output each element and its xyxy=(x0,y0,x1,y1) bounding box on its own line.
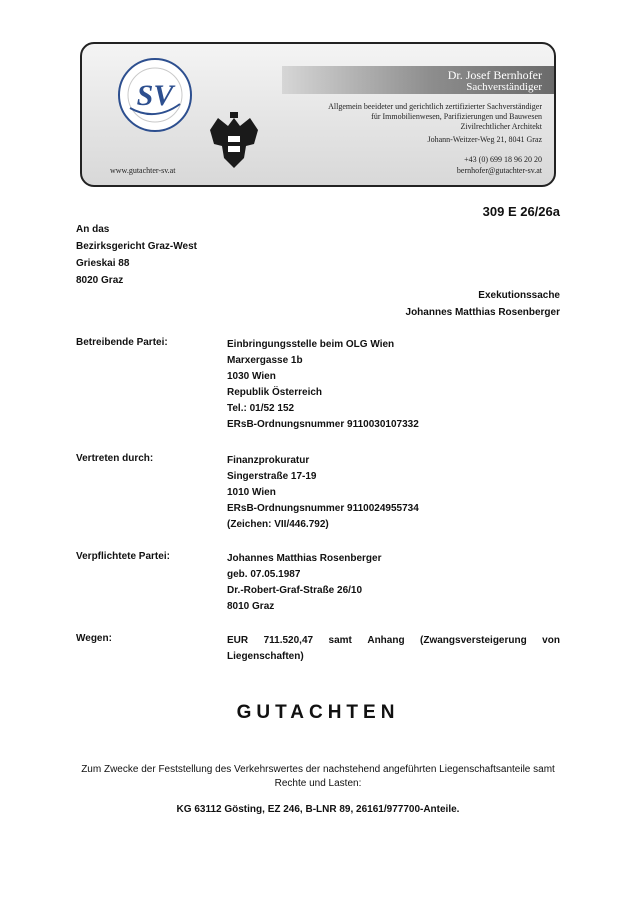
party-line: 1010 Wien xyxy=(227,487,276,498)
wegen-word: Anhang xyxy=(367,635,405,646)
expert-contact xyxy=(457,154,542,176)
letterhead xyxy=(80,42,556,187)
party-details xyxy=(227,453,419,533)
desc-line: Zivilrechtlicher Architekt xyxy=(460,122,542,131)
wegen-line xyxy=(227,633,560,649)
sv-logo xyxy=(118,58,192,132)
party-line: Tel.: 01/52 152 xyxy=(227,403,295,414)
case-reference: 309 E 26/26a xyxy=(482,204,560,219)
party-line: ERsB-Ordnungsnummer 9110030107332 xyxy=(227,419,419,430)
property-line: KG 63112 Gösting, EZ 246, B-LNR 89, 26161/977700-Anteile. xyxy=(176,804,460,815)
vertreten-durch xyxy=(76,453,560,533)
wegen-word: EUR xyxy=(227,635,249,646)
recipient-line: 8020 Graz xyxy=(76,275,124,286)
eagle-emblem-icon xyxy=(206,110,262,174)
expert-address: Johann-Weitzer-Weg 21, 8041 Graz xyxy=(427,135,542,144)
party-line: Finanzprokuratur xyxy=(227,455,310,466)
desc-line: Allgemein beeideter und gerichtlich zertifizierter Sachverständiger xyxy=(328,102,542,111)
party-line: geb. 07.05.1987 xyxy=(227,569,301,580)
recipient-address xyxy=(76,221,197,289)
party-line: Marxergasse 1b xyxy=(227,355,303,366)
party-line: Singerstraße 17-19 xyxy=(227,471,317,482)
party-line: Republik Österreich xyxy=(227,387,323,398)
party-label: Betreibende Partei: xyxy=(76,337,168,348)
matter-label: Exekutionssache xyxy=(478,290,560,301)
verpflichtete-partei xyxy=(76,551,560,615)
wegen-line2: Liegenschaften) xyxy=(227,651,304,662)
party-line: 8010 Graz xyxy=(227,601,275,612)
wegen-block xyxy=(76,633,560,665)
wegen-word: von xyxy=(542,635,560,646)
wegen-details xyxy=(227,633,560,665)
logo-text: SV xyxy=(136,79,174,112)
recipient-line: Grieskai 88 xyxy=(76,258,130,269)
expert-description xyxy=(272,102,542,145)
recipient-line: Bezirksgericht Graz-West xyxy=(76,241,197,252)
wegen-word: (Zwangsversteigerung xyxy=(420,635,527,646)
matter-block xyxy=(406,287,560,321)
desc-line: für Immobilienwesen, Parifizierungen und Bauwesen xyxy=(371,112,542,121)
party-label: Wegen: xyxy=(76,633,112,644)
expert-email: bernhofer@gutachter-sv.at xyxy=(456,166,542,175)
expert-name: Dr. Josef Bernhofer xyxy=(447,68,542,82)
expert-phone: +43 (0) 699 18 96 20 20 xyxy=(464,155,542,164)
intro-text: Zum Zwecke der Feststellung des Verkehrswertes der nachstehend angeführten Liegenschaftsanteile samt Rechte und Lasten: xyxy=(81,764,555,789)
party-line: Einbringungsstelle beim OLG Wien xyxy=(227,339,395,350)
wegen-word: samt xyxy=(328,635,352,646)
party-details xyxy=(227,337,419,433)
letterhead-name-block xyxy=(448,69,542,93)
party-line: Johannes Matthias Rosenberger xyxy=(227,553,382,564)
party-details xyxy=(227,551,381,615)
party-label: Verpflichtete Partei: xyxy=(76,551,170,562)
party-line: 1030 Wien xyxy=(227,371,276,382)
betreibende-partei xyxy=(76,337,560,433)
recipient-line: An das xyxy=(76,224,110,235)
expert-website: www.gutachter-sv.at xyxy=(110,166,176,175)
party-line: ERsB-Ordnungsnummer 9110024955734 xyxy=(227,503,419,514)
expert-title: Sachverständiger xyxy=(466,81,542,93)
party-line: Dr.-Robert-Graf-Straße 26/10 xyxy=(227,585,363,596)
matter-name: Johannes Matthias Rosenberger xyxy=(405,307,560,318)
wegen-word: 711.520,47 xyxy=(263,635,314,646)
party-label: Vertreten durch: xyxy=(76,453,154,464)
party-line: (Zeichen: VII/446.792) xyxy=(227,519,329,530)
document-heading: GUTACHTEN xyxy=(236,702,400,723)
